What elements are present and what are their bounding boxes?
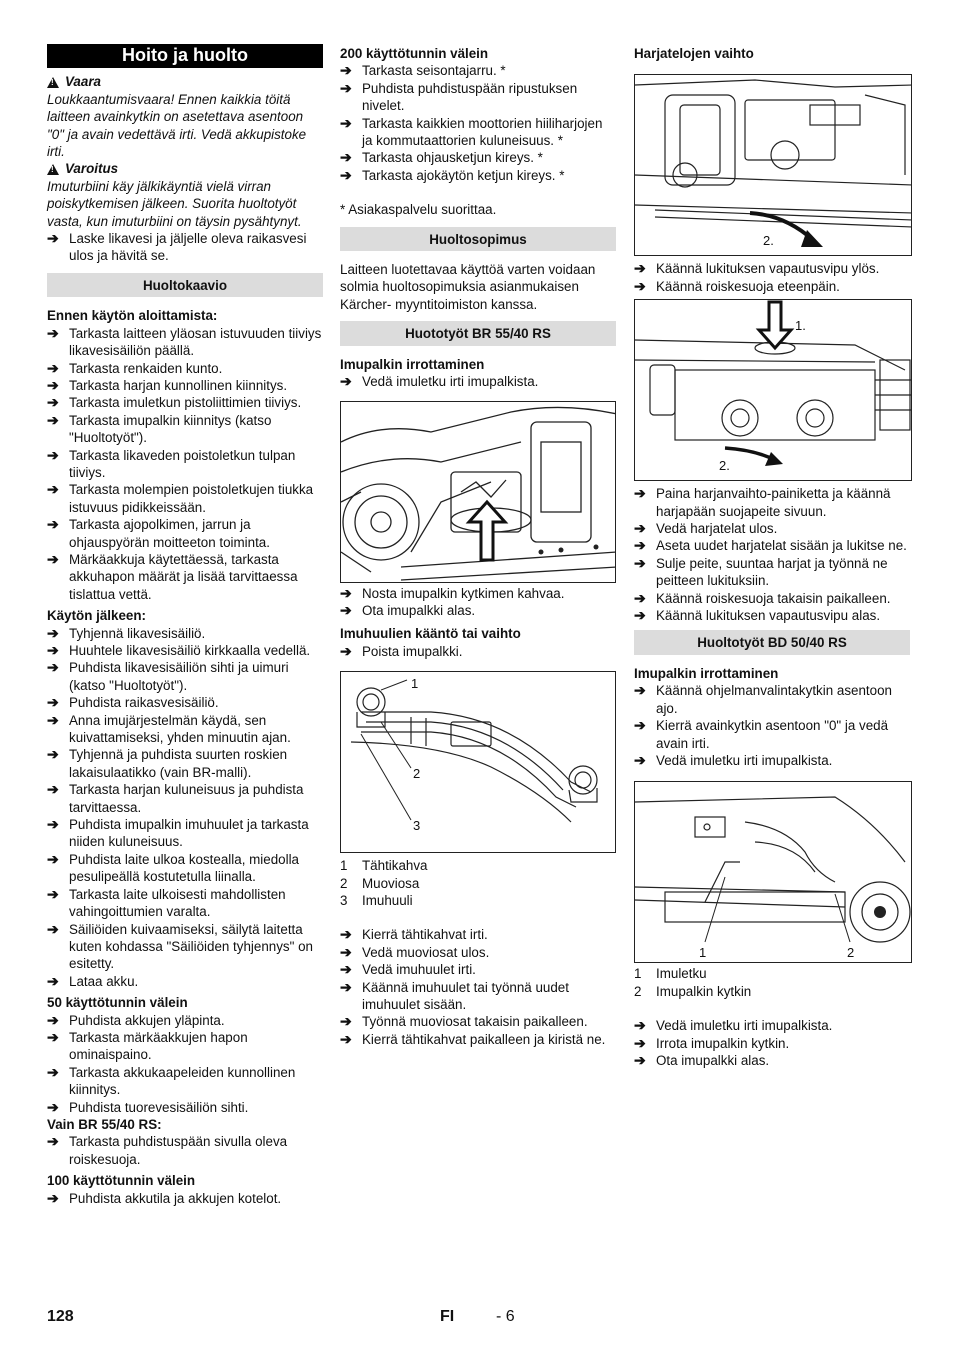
arrow-icon: ➔ xyxy=(47,446,59,463)
list-item xyxy=(634,682,910,717)
footnote: * Asiakaspalvelu suorittaa. xyxy=(340,202,497,218)
arrow-icon: ➔ xyxy=(340,149,352,166)
list-item-text: Puhdista laite ulkoa kostealla, miedolla pesulipeällä kostutetulla liinalla. xyxy=(69,851,300,885)
brush-list-2 xyxy=(634,485,910,624)
arrow-icon: ➔ xyxy=(340,926,352,943)
legend-number: 1 xyxy=(340,858,348,874)
callout-2: 2 xyxy=(847,945,855,961)
list-item xyxy=(340,585,616,602)
arrow-icon: ➔ xyxy=(340,79,352,96)
list-item-text: Tarkasta ajokäytön ketjun kireys. * xyxy=(362,167,565,183)
list-item-text: Tarkasta harjan kuluneisuus ja puhdista tarvittaessa. xyxy=(69,782,304,815)
arrow-icon: ➔ xyxy=(340,961,352,978)
list-item xyxy=(47,325,323,360)
danger-heading xyxy=(47,73,323,90)
arrow-icon: ➔ xyxy=(634,277,646,294)
list-item xyxy=(340,149,616,166)
list-item-text: Käännä roiskesuoja takaisin paikalleen. xyxy=(656,590,891,606)
legend-text: Tähtikahva xyxy=(362,858,428,874)
list-item xyxy=(340,80,616,115)
arrow-icon: ➔ xyxy=(47,376,59,393)
arrow-icon: ➔ xyxy=(340,978,352,995)
list-item xyxy=(634,1017,910,1034)
arrow-icon: ➔ xyxy=(47,1063,59,1080)
arrow-icon: ➔ xyxy=(634,1017,646,1034)
splash-guard-illustration xyxy=(634,74,912,256)
list-item xyxy=(634,537,910,554)
arrow-icon: ➔ xyxy=(340,1030,352,1047)
list-item xyxy=(340,643,616,660)
legend-number: 2 xyxy=(634,983,642,999)
arrow-icon: ➔ xyxy=(340,1013,352,1030)
list-item xyxy=(340,373,616,390)
list-item-text: Puhdista raikasvesisäiliö. xyxy=(69,695,219,711)
squeegee-parts-legend xyxy=(340,857,616,909)
arrow-icon: ➔ xyxy=(47,1133,59,1150)
arrow-icon: ➔ xyxy=(634,1034,646,1051)
list-item xyxy=(47,921,323,973)
before-use-list xyxy=(47,325,323,604)
list-item-text: Laske likavesi ja jäljelle oleva raikasvesi ulos ja hävitä se. xyxy=(69,231,307,264)
arrow-icon: ➔ xyxy=(634,717,646,734)
list-item xyxy=(47,1064,323,1099)
list-item xyxy=(47,625,323,642)
list-item-text: Puhdista imupalkin imuhuulet ja tarkasta niiden kuluneisuus. xyxy=(69,817,309,850)
column-middle xyxy=(340,44,616,1048)
list-item xyxy=(47,816,323,851)
arrow-icon: ➔ xyxy=(47,711,59,728)
list-item xyxy=(634,520,910,537)
list-item xyxy=(634,278,910,295)
squeegee-release-illustration xyxy=(340,401,616,583)
arrow-icon: ➔ xyxy=(47,481,59,498)
list-item xyxy=(634,752,910,769)
arrow-icon: ➔ xyxy=(47,1028,59,1045)
arrow-icon: ➔ xyxy=(340,62,352,79)
list-item-text: Tarkasta kaikkien moottorien hiiliharjojen ja kommutaattorien kuluneisuus. * xyxy=(362,115,603,149)
section-heading-br-maintenance: Huototyöt BR 55/40 RS xyxy=(340,321,616,345)
legend-number: 2 xyxy=(340,875,348,891)
list-item-text: Ota imupalkki alas. xyxy=(656,1052,770,1068)
legend-text: Imuhuuli xyxy=(362,892,413,908)
arrow-icon: ➔ xyxy=(47,781,59,798)
legend-number: 3 xyxy=(340,892,348,908)
arrow-icon: ➔ xyxy=(47,850,59,867)
bd-remove-squeegee-list xyxy=(634,682,910,769)
bd-remove-squeegee-list-2 xyxy=(634,1017,910,1069)
list-item-text: Työnnä muoviosat takaisin paikalleen. xyxy=(362,1014,588,1030)
arrow-icon: ➔ xyxy=(340,584,352,601)
list-item xyxy=(634,1052,910,1069)
list-item-text: Tarkasta molempien poistoletkujen tiukka istuvuus pidikkeissään. xyxy=(69,482,314,515)
after-use-heading: Käytön jälkeen: xyxy=(47,608,146,624)
list-item xyxy=(47,712,323,747)
arrow-icon: ➔ xyxy=(634,589,646,606)
list-item-text: Vedä muoviosat ulos. xyxy=(362,944,490,960)
arrow-icon: ➔ xyxy=(47,230,59,247)
list-item xyxy=(47,694,323,711)
arrow-icon: ➔ xyxy=(47,324,59,341)
arrow-icon: ➔ xyxy=(634,1051,646,1068)
warning-triangle-icon xyxy=(47,164,59,175)
list-item-text: Vedä imuhuulet irti. xyxy=(362,962,476,978)
callout-2-step: 2. xyxy=(763,233,774,249)
squeegee-lips-list-2 xyxy=(340,926,616,1048)
arrow-icon: ➔ xyxy=(47,394,59,411)
list-item-text: Nosta imupalkin kytkimen kahvaa. xyxy=(362,585,565,601)
after-use-list xyxy=(47,625,323,991)
callout-2-step: 2. xyxy=(719,458,730,474)
list-item xyxy=(634,1035,910,1052)
arrow-icon: ➔ xyxy=(634,682,646,699)
legend-text: Imupalkin kytkin xyxy=(656,983,752,999)
arrow-icon: ➔ xyxy=(47,550,59,567)
page-title: Hoito ja huolto xyxy=(47,44,323,68)
list-item-text: Lataa akku. xyxy=(69,973,139,989)
bd-squeegee-legend xyxy=(634,965,910,1000)
arrow-icon: ➔ xyxy=(47,972,59,989)
list-item xyxy=(634,260,910,277)
list-item-text: Huuhtele likavesisäiliö kirkkaalla vedellä. xyxy=(69,643,311,658)
caution-text: Imuturbiini käy jälkikäyntiä vielä virran poiskytkemisen jälkeen. Suorita huoltotyöt vasta, kun imuturbiini on täysin pysähtynyt. xyxy=(47,178,302,229)
list-item xyxy=(47,1190,323,1207)
arrow-icon: ➔ xyxy=(47,746,59,763)
arrow-icon: ➔ xyxy=(340,373,352,390)
list-item xyxy=(47,746,323,781)
legend-text: Imuletku xyxy=(656,966,707,982)
arrow-icon: ➔ xyxy=(634,260,646,277)
list-item-text: Tarkasta imupalkin kiinnitys (katso "Huoltotyöt"). xyxy=(69,412,272,446)
list-item-text: Tarkasta ohjausketjun kireys. * xyxy=(362,150,543,166)
list-item-text: Irrota imupalkin kytkin. xyxy=(656,1035,790,1051)
arrow-icon: ➔ xyxy=(634,554,646,571)
legend-item xyxy=(634,983,910,1000)
list-item-text: Puhdista puhdistuspään ripustuksen nivelet. xyxy=(362,80,578,114)
list-item-text: Tarkasta imuletkun pistoliittimien tiiviys. xyxy=(69,395,302,411)
list-item xyxy=(47,551,323,603)
list-item xyxy=(47,516,323,551)
arrow-icon: ➔ xyxy=(47,1011,59,1028)
list-item-text: Kierrä avainkytkin asentoon "0" ja vedä avain irti. xyxy=(656,718,889,751)
arrow-icon: ➔ xyxy=(47,816,59,833)
arrow-icon: ➔ xyxy=(340,642,352,659)
list-item-text: Poista imupalkki. xyxy=(362,643,463,659)
list-item xyxy=(47,1099,323,1116)
brush-cover-illustration xyxy=(634,299,912,481)
list-item-text: Tarkasta likaveden poistoletkun tulpan tiiviys. xyxy=(69,447,296,480)
arrow-icon: ➔ xyxy=(47,1098,59,1115)
service-contract-text: Laitteen luotettavaa käyttöä varten voidaan solmia huoltosopimuksia asianmukaisen Kärcher- myyntitoimiston kanssa. xyxy=(340,262,596,312)
list-item-text: Tyhjennä ja puhdista suurten roskien lakaisulaatikko (vain BR-malli). xyxy=(69,747,288,780)
interval-50-list xyxy=(47,1012,323,1116)
interval-100-heading: 100 käyttötunnin välein xyxy=(47,1173,196,1189)
list-item-text: Vedä imuletku irti imupalkista. xyxy=(656,1018,833,1034)
arrow-icon: ➔ xyxy=(634,485,646,502)
list-item xyxy=(47,781,323,816)
list-item xyxy=(340,944,616,961)
list-item-text: Tarkasta laite ulkoisesti mahdollisten vahingoittumien varalta. xyxy=(69,886,286,920)
legend-number: 1 xyxy=(634,966,642,982)
list-item xyxy=(340,961,616,978)
arrow-icon: ➔ xyxy=(47,885,59,902)
squeegee-lips-list xyxy=(340,643,616,660)
interval-50-heading: 50 käyttötunnin välein xyxy=(47,995,188,1011)
list-item xyxy=(47,394,323,411)
arrow-icon: ➔ xyxy=(47,642,59,658)
list-item-text: Sulje peite, suuntaa harjat ja työnnä ne peitteen lukituksiin. xyxy=(656,555,888,589)
list-item xyxy=(47,973,323,990)
list-item-text: Märkäakkuja käytettäessä, tarkasta akkuhapon määrät ja lisää tarvittaessa tislattua vettä. xyxy=(69,551,298,602)
list-item xyxy=(340,115,616,150)
brush-replace-heading: Harjatelojen vaihto xyxy=(634,46,754,61)
squeegee-parts-illustration xyxy=(340,671,616,853)
caution-label: Varoitus xyxy=(65,161,119,177)
list-item xyxy=(47,1012,323,1029)
legend-text: Muoviosa xyxy=(362,875,420,891)
arrow-icon: ➔ xyxy=(47,1189,59,1206)
arrow-icon: ➔ xyxy=(47,694,59,711)
list-item-text: Vedä harjatelat ulos. xyxy=(656,521,778,537)
legend-item xyxy=(634,965,910,982)
list-item-text: Puhdista tuorevesisäiliön sihti. xyxy=(69,1099,249,1115)
list-item-text: Tarkasta seisontajarru. * xyxy=(362,63,506,79)
list-item-text: Käännä ohjelmanvalintakytkin asentoon ajo. xyxy=(656,683,892,716)
arrow-icon: ➔ xyxy=(634,607,646,624)
arrow-icon: ➔ xyxy=(634,537,646,554)
interval-100-list xyxy=(47,1190,323,1207)
page-number: 128 xyxy=(47,1308,74,1325)
list-item xyxy=(634,485,910,520)
list-item-text: Tarkasta renkaiden kunto. xyxy=(69,360,223,376)
arrow-icon: ➔ xyxy=(47,624,59,641)
list-item-text: Ota imupalkki alas. xyxy=(362,602,476,618)
list-item-text: Tarkasta laitteen yläosan istuvuuden tiiviys likavesisäiliön päällä. xyxy=(69,325,322,359)
language-code: FI xyxy=(440,1308,455,1325)
list-item xyxy=(47,1029,323,1064)
list-item xyxy=(340,602,616,619)
list-item-text: Tarkasta ajopolkimen, jarrun ja ohjauspyörän moitteeton toiminta. xyxy=(69,517,270,550)
list-item xyxy=(47,230,323,265)
list-item-text: Käännä roiskesuoja eteenpäin. xyxy=(656,278,840,294)
callout-1-step: 1. xyxy=(795,318,806,334)
list-item xyxy=(340,62,616,79)
list-item-text: Käännä lukituksen vapautusvipu alas. xyxy=(656,608,881,624)
bd-remove-squeegee-heading: Imupalkin irrottaminen xyxy=(634,665,779,681)
before-use-heading: Ennen käytön aloittamista: xyxy=(47,308,218,324)
list-item xyxy=(47,851,323,886)
only-br-heading: Vain BR 55/40 RS: xyxy=(47,1116,162,1132)
list-item xyxy=(47,481,323,516)
callout-2: 2 xyxy=(413,766,421,782)
list-item xyxy=(634,717,910,752)
list-item-text: Puhdista akkutila ja akkujen kotelot. xyxy=(69,1190,282,1206)
arrow-icon: ➔ xyxy=(634,520,646,537)
list-item-text: Tarkasta harjan kunnollinen kiinnitys. xyxy=(69,377,288,393)
legend-item xyxy=(340,875,616,892)
arrow-icon: ➔ xyxy=(340,943,352,960)
interval-200-list xyxy=(340,62,616,184)
danger-text: Loukkaantumisvaara! Ennen kaikkia töitä laitteen avainkytkin on asetettava asentoon "0" ja avain vedettävä irti. Vedä akkupistoke irti. xyxy=(47,91,307,160)
arrow-icon: ➔ xyxy=(340,166,352,183)
squeegee-lips-heading: Imuhuulien kääntö tai vaihto xyxy=(340,626,521,642)
list-item xyxy=(47,659,323,694)
arrow-icon: ➔ xyxy=(47,359,59,376)
list-item xyxy=(47,360,323,377)
warning-triangle-icon xyxy=(47,77,59,88)
list-item-text: Puhdista akkujen yläpinta. xyxy=(69,1012,225,1028)
list-item-text: Paina harjanvaihto-painiketta ja käännä harjapään suojapeite sivuun. xyxy=(656,486,891,519)
list-item-text: Kierrä tähtikahvat paikalleen ja kiristä ne. xyxy=(362,1031,606,1047)
callout-1: 1 xyxy=(699,945,707,961)
remove-squeegee-list xyxy=(340,373,616,390)
danger-label: Vaara xyxy=(65,74,101,90)
legend-item xyxy=(340,857,616,874)
arrow-icon: ➔ xyxy=(634,751,646,768)
list-item-text: Käännä lukituksen vapautusvipu ylös. xyxy=(656,261,880,277)
list-item xyxy=(340,167,616,184)
arrow-icon: ➔ xyxy=(340,114,352,131)
list-item-text: Vedä imuletku irti imupalkista. xyxy=(656,752,833,768)
list-item xyxy=(340,1031,616,1048)
list-item xyxy=(634,590,910,607)
callout-1: 1 xyxy=(411,676,419,692)
list-item-text: Kierrä tähtikahvat irti. xyxy=(362,927,488,943)
legend-item xyxy=(340,892,616,909)
section-heading-service-contract: Huoltosopimus xyxy=(340,227,616,251)
arrow-icon: ➔ xyxy=(340,601,352,618)
list-item-text: Anna imujärjestelmän käydä, sen kuivattamiseksi, yhden minuutin ajan. xyxy=(69,712,291,746)
remove-squeegee-list-2 xyxy=(340,585,616,620)
arrow-icon: ➔ xyxy=(47,659,59,676)
remove-squeegee-heading: Imupalkin irrottaminen xyxy=(340,356,485,372)
list-item-text: Säiliöiden kuivaamiseksi, säilytä laitetta kuten kohdassa "Säiliöiden tyhjennys" on esitetty. xyxy=(69,921,313,972)
brush-list-1 xyxy=(634,260,910,295)
only-br-list xyxy=(47,1133,323,1168)
column-right xyxy=(634,44,910,1069)
list-item xyxy=(47,412,323,447)
list-item-text: Tyhjennä likavesisäiliö. xyxy=(69,625,206,641)
list-item-text: Puhdista likavesisäiliön sihti ja uimuri (katso "Huoltotyöt"). xyxy=(69,660,289,693)
arrow-icon: ➔ xyxy=(47,516,59,533)
list-item xyxy=(340,979,616,1014)
list-item xyxy=(340,1013,616,1030)
list-item-text: Vedä imuletku irti imupalkista. xyxy=(362,374,539,390)
list-item xyxy=(47,886,323,921)
column-left xyxy=(47,44,323,1207)
list-item xyxy=(47,1133,323,1168)
intro-list xyxy=(47,230,323,265)
list-item xyxy=(634,555,910,590)
list-item-text: Tarkasta akkukaapeleiden kunnollinen kiinnitys. xyxy=(69,1064,296,1098)
list-item xyxy=(47,447,323,482)
sub-page-number: - 6 xyxy=(496,1308,515,1325)
list-item xyxy=(47,642,323,659)
list-item xyxy=(340,926,616,943)
arrow-icon: ➔ xyxy=(47,920,59,937)
interval-200-heading: 200 käyttötunnin välein xyxy=(340,46,489,61)
bd-squeegee-illustration xyxy=(634,781,912,963)
list-item xyxy=(634,607,910,624)
list-item xyxy=(47,377,323,394)
list-item-text: Käännä imuhuulet tai työnnä uudet imuhuulet sisään. xyxy=(362,979,569,1012)
arrow-icon: ➔ xyxy=(47,411,59,428)
list-item-text: Tarkasta märkäakkujen hapon ominaispaino. xyxy=(69,1029,248,1063)
list-item-text: Tarkasta puhdistuspään sivulla oleva roiskesuoja. xyxy=(69,1134,288,1167)
section-heading-maintenance-schedule: Huoltokaavio xyxy=(47,273,323,297)
list-item-text: Aseta uudet harjatelat sisään ja lukitse ne. xyxy=(656,538,907,554)
caution-heading xyxy=(47,160,323,177)
section-heading-bd-maintenance: Huoltotyöt BD 50/40 RS xyxy=(634,630,910,654)
callout-3: 3 xyxy=(413,818,421,834)
